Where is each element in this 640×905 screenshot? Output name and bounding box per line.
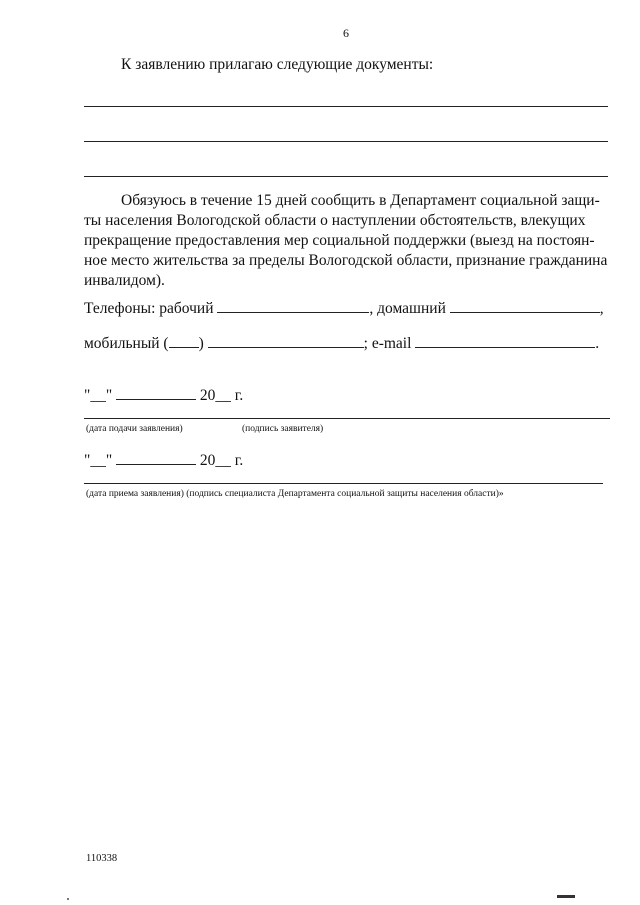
submit-year: 20__ г. [199, 387, 244, 404]
submit-day-quotes: "__" [84, 387, 113, 404]
scan-artifact-dot [67, 898, 69, 900]
work-phone-label: Телефоны: рабочий [84, 300, 214, 317]
submit-month-field[interactable] [116, 387, 196, 400]
submit-date-row [84, 387, 243, 405]
receive-caption: (дата приема заявления) (подпись специалиста Департамента социальной защиты населения области)» [86, 489, 504, 499]
obligation-paragraph [84, 191, 607, 291]
attachment-line-2 [84, 141, 608, 142]
mobile-paren-close: ) [198, 335, 204, 352]
mobile-row [84, 335, 599, 353]
scan-artifact-mark [557, 895, 575, 898]
attachment-line-3 [84, 176, 608, 177]
email-field[interactable] [415, 335, 595, 348]
receive-day-quotes: "__" [84, 452, 113, 469]
attachments-title: К заявлению прилагаю следующие документы: [121, 56, 434, 73]
obligation-line: ты населения Вологодской области о наступлении обстоятельств, влекущих [84, 212, 586, 229]
mobile-code-field[interactable] [169, 335, 199, 348]
receive-month-field[interactable] [116, 452, 196, 465]
home-phone-field[interactable] [450, 300, 600, 313]
home-phone-label: , домашний [369, 300, 446, 317]
obligation-line: ное место жительства за пределы Вологодской области, признание гражданина [84, 252, 608, 269]
submit-signature-line [84, 418, 610, 419]
receive-year: 20__ г. [199, 452, 244, 469]
submit-date-caption: (дата подачи заявления) [86, 424, 183, 434]
work-phone-field[interactable] [217, 300, 369, 313]
attachment-line-1 [84, 106, 608, 107]
submit-signature-caption: (подпись заявителя) [242, 424, 324, 434]
mobile-phone-field[interactable] [208, 335, 364, 348]
phones-row [84, 300, 604, 318]
receive-signature-line [84, 483, 603, 484]
obligation-line: Обязуюсь в течение 15 дней сообщить в Департамент социальной защи- [121, 192, 600, 209]
document-code: 110338 [86, 853, 118, 864]
obligation-line: прекращение предоставления мер социальной поддержки (выезд на постоян- [84, 232, 595, 249]
email-label: ; e-mail [363, 335, 412, 352]
receive-date-row [84, 452, 243, 470]
mobile-label: мобильный ( [84, 335, 169, 352]
obligation-line: инвалидом). [84, 272, 165, 289]
mobile-row-end-dot: . [595, 335, 600, 352]
page-number: 6 [343, 26, 349, 40]
phones-end-comma: , [599, 300, 604, 317]
